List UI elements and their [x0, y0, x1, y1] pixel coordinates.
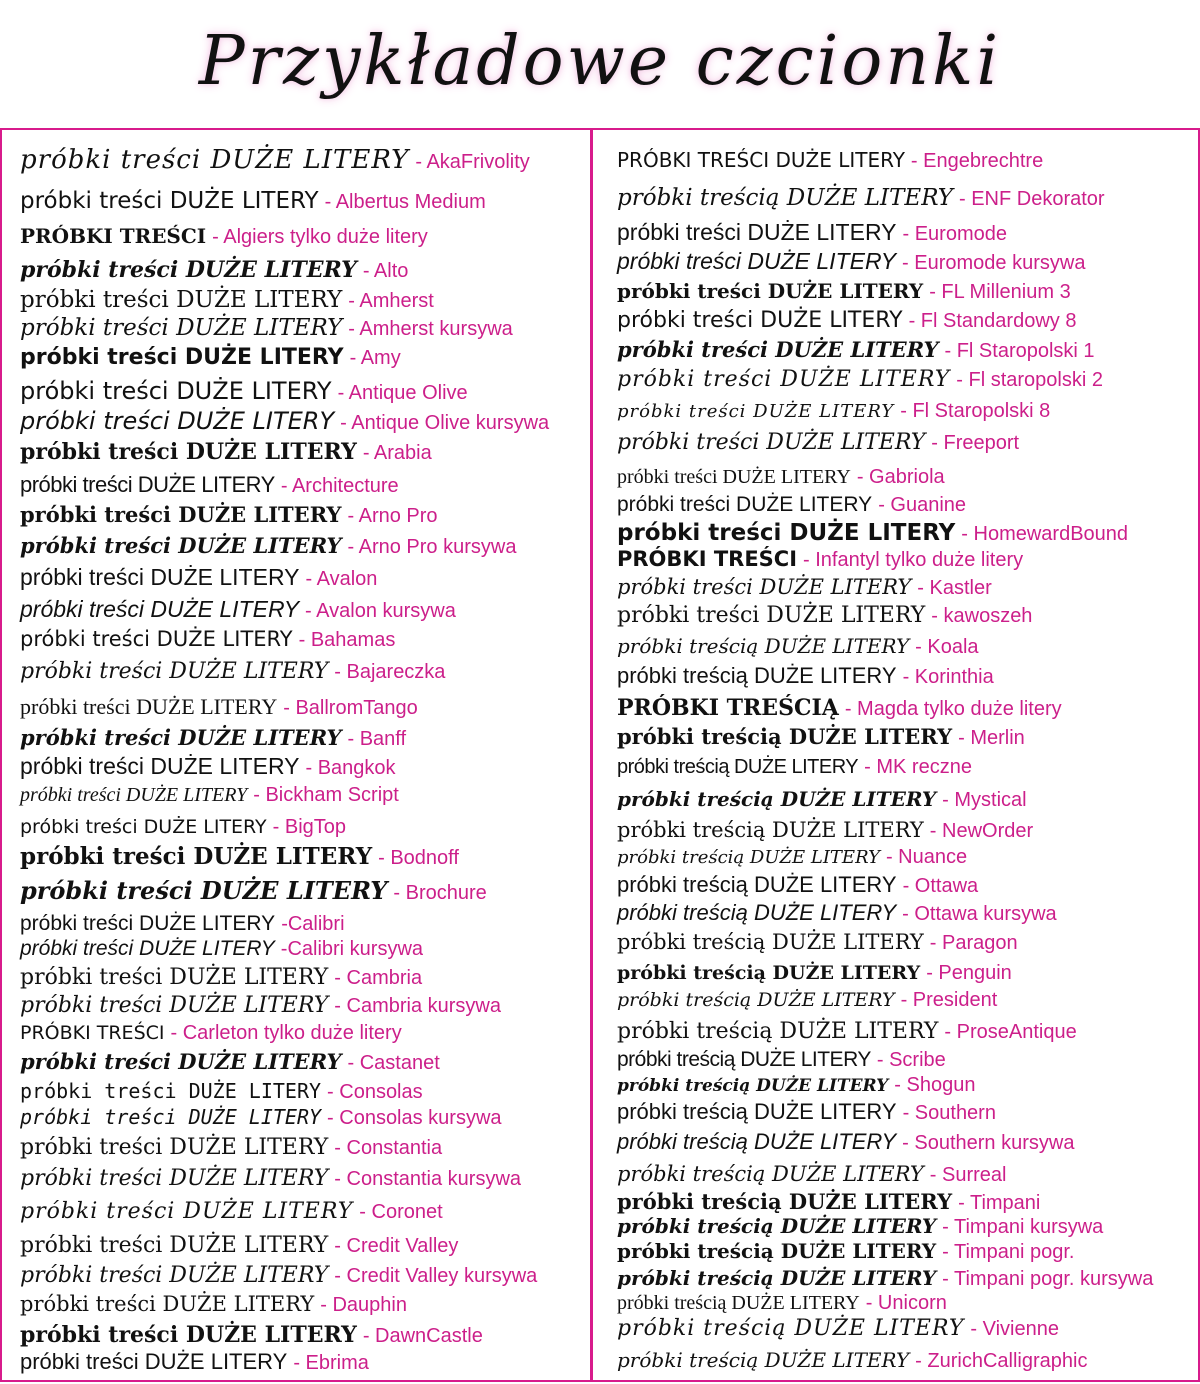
font-sample-row [20, 1235, 458, 1257]
font-sample-row [20, 1294, 407, 1315]
font-sample-row [617, 250, 1085, 273]
font-sample-row [20, 190, 486, 213]
font-name-label: - Koala [915, 636, 979, 658]
font-sample-text: próbki treścią DUŻE LITERY [617, 1099, 897, 1124]
font-sample-row [20, 845, 459, 868]
font-sample-text: próbki treści DUŻE LITERY [20, 1292, 315, 1316]
font-sample-text: próbki treścią DUŻE LITERY [617, 1292, 860, 1314]
font-sample-row [20, 317, 513, 340]
font-name-label: - Timpani [958, 1192, 1041, 1214]
font-sample-text: próbki treścią DUŻE LITERY [617, 1129, 897, 1154]
font-name-label: - Southern [902, 1102, 996, 1124]
font-name-label: - NewOrder [929, 820, 1034, 842]
font-sample-text: próbki treści DUŻE LITERY [20, 1049, 342, 1074]
font-sample-row [20, 727, 406, 749]
font-sample-text: próbki treścią DUŻE LITERY [617, 872, 897, 897]
font-name-label: - Bickham Script [253, 784, 399, 806]
font-sample-row [20, 1023, 402, 1043]
font-sample-row [20, 1324, 483, 1346]
font-name-label: - Freeport [931, 432, 1020, 454]
font-sample-row [617, 549, 1023, 570]
font-name-label: - Consolas kursywa [327, 1107, 502, 1129]
font-name-label: - Shogun [894, 1074, 976, 1096]
font-name-label: - Vivienne [970, 1318, 1059, 1340]
font-sample-text: próbki treści DUŻE LITERY [617, 603, 926, 628]
font-name-label: - Euromode [902, 223, 1007, 245]
font-sample-text: próbki treścią DUŻE LITERY [617, 185, 953, 211]
font-sample-row [20, 1351, 369, 1373]
font-sample-row [617, 990, 997, 1010]
font-name-label: - Brochure [393, 882, 487, 904]
font-sample-row [20, 147, 530, 173]
font-name-label: - Fl Staropolski 1 [944, 340, 1095, 362]
font-name-label: - Bajareczka [334, 661, 446, 683]
font-sample-text: próbki treścią DUŻE LITERY [617, 1076, 889, 1096]
font-sample-row [617, 789, 1027, 810]
font-name-label: - Magda tylko duże litery [844, 698, 1062, 720]
font-sample-row [20, 755, 396, 778]
font-sample-text: próbki treści DUŻE LITERY [20, 993, 329, 1018]
font-name-label: - Paragon [929, 932, 1018, 954]
font-sample-text: próbki treścią DUŻE LITERY [617, 1316, 965, 1341]
font-sample-text: próbki treści DUŻE LITERY [617, 219, 897, 245]
font-sample-text: próbki treścią DUŻE LITERY [617, 1162, 924, 1186]
font-name-label: - Unicorn [865, 1292, 947, 1314]
font-sample-row [20, 817, 346, 837]
font-sample-text: próbki treści DUŻE LITERY [20, 1135, 329, 1160]
font-sample-text: próbki treścią DUŻE LITERY [617, 1266, 937, 1290]
font-name-label: - Avalon kursywa [305, 600, 456, 622]
font-sample-row [617, 697, 1062, 719]
font-name-label: - Dauphin [320, 1294, 407, 1316]
font-sample-row [617, 339, 1095, 361]
font-name-label: - Constantia [334, 1137, 443, 1159]
font-sample-text: próbki treści DUŻE LITERY [20, 1233, 329, 1258]
font-name-label: - Alto [362, 260, 409, 282]
font-sample-row [617, 467, 945, 487]
font-sample-text: próbki treści DUŻE LITERY [20, 472, 275, 497]
font-sample-text: próbki treścią DUŻE LITERY [617, 1019, 939, 1044]
font-name-label: - MK reczne [864, 756, 972, 778]
font-name-label: - Antique Olive [337, 382, 468, 404]
font-sample-row [617, 150, 1043, 171]
font-name-label: - Architecture [280, 475, 399, 497]
font-sample-row [617, 902, 1057, 924]
font-sample-text: próbki treści DUŻE LITERY [20, 784, 248, 806]
font-sample-row [617, 187, 1105, 210]
font-name-label: -Calibri kursywa [280, 938, 424, 960]
font-name-label: - Korinthia [902, 666, 994, 688]
font-sample-text: próbki treścią DUŻE LITERY [617, 930, 924, 954]
font-sample-row [20, 347, 401, 369]
font-name-label: - Albertus Medium [324, 191, 486, 213]
font-sample-row [617, 605, 1032, 627]
font-sample-row [617, 1350, 1087, 1371]
font-sample-row [20, 289, 434, 312]
font-sample-text: próbki treści DUŻE LITERY [20, 188, 319, 214]
font-sample-row [617, 494, 966, 515]
font-name-label: -Calibri [281, 913, 345, 935]
font-sample-row [617, 577, 992, 598]
font-sample-text: próbki treści DUŻE LITERY [20, 1199, 354, 1224]
font-sample-text: PRÓBKI TREŚCI DUŻE LITERY [617, 148, 905, 172]
font-sample-row [617, 401, 1050, 421]
font-sample-row [617, 874, 978, 896]
font-name-label: - Mystical [942, 789, 1027, 811]
font-sample-row [617, 281, 1071, 302]
font-name-label: - Arno Pro [347, 505, 438, 527]
font-sample-row [617, 847, 967, 867]
font-sample-text: próbki treści DUŻE LITERY [617, 493, 873, 516]
font-name-label: - Ottawa [902, 875, 979, 897]
font-sample-text: próbki treści DUŻE LITERY [617, 308, 903, 333]
font-sample-row [20, 379, 468, 403]
font-name-label: - Ebrima [293, 1352, 369, 1374]
font-sample-text: próbki treści DUŻE LITERY [617, 367, 951, 392]
font-sample-row [20, 1051, 440, 1073]
font-sample-text: próbki treści DUŻE LITERY [20, 564, 300, 590]
font-name-label: - Bahamas [298, 629, 396, 651]
font-sample-row [617, 1101, 996, 1123]
font-name-label: - Merlin [958, 727, 1025, 749]
column-divider [590, 128, 593, 1382]
font-sample-text: próbki treści DUŻE LITERY [20, 439, 357, 465]
font-sample-text: próbki treści DUŻE LITERY [20, 287, 343, 313]
font-sample-row [617, 1191, 1040, 1213]
font-name-label: - Amherst kursywa [348, 318, 513, 340]
font-sample-row [20, 876, 487, 905]
font-sample-row [20, 566, 377, 589]
font-sample-row [617, 1021, 1077, 1043]
font-name-label: - FL Millenium 3 [929, 281, 1071, 303]
font-name-label: - Bodnoff [378, 847, 459, 869]
font-sample-row [617, 221, 1007, 244]
font-name-label: - Amy [349, 347, 401, 369]
font-sample-row [617, 1241, 1074, 1262]
font-sample-row [20, 409, 549, 433]
font-sample-text: próbki treścią DUŻE LITERY [617, 756, 859, 778]
font-sample-text: próbki treścią DUŻE LITERY [617, 962, 921, 984]
font-sample-row [617, 726, 1025, 748]
font-name-label: - Timpani pogr. kursywa [942, 1268, 1154, 1290]
font-sample-row [617, 1075, 975, 1095]
font-sample-row [617, 1293, 947, 1313]
font-sample-text: próbki treści DUŻE LITERY [617, 575, 912, 599]
font-sample-text: próbki treści DUŻE LITERY [617, 430, 926, 455]
font-name-label: - HomewardBound [961, 523, 1129, 545]
font-sample-text: próbki treści DUŻE LITERY [20, 533, 342, 558]
font-sample-text: próbki treści DUŻE LITERY [20, 1079, 322, 1103]
font-sample-row [617, 636, 979, 657]
font-sample-text: próbki treści DUŻE LITERY [20, 257, 357, 283]
font-sample-row [20, 629, 395, 650]
font-sample-text: próbki treści DUŻE LITERY [20, 753, 300, 779]
font-sample-row [20, 1107, 502, 1128]
font-sample-text: próbki treści DUŻE LITERY [20, 876, 388, 905]
font-sample-row [617, 310, 1076, 332]
font-sample-text: próbki treści DUŻE LITERY [617, 279, 924, 303]
font-sample-text: próbki treści DUŻE LITERY [20, 377, 332, 405]
font-sample-row [20, 504, 438, 526]
font-name-label: - Guanine [878, 494, 967, 516]
font-name-label: - BigTop [272, 816, 347, 838]
font-sample-text: próbki treści DUŻE LITERY [20, 145, 410, 175]
font-name-label: - ENF Dekorator [959, 188, 1105, 210]
font-name-label: - Euromode kursywa [902, 252, 1086, 274]
font-sample-text: próbki treści DUŻE LITERY [617, 466, 851, 488]
font-sample-text: próbki treścią DUŻE LITERY [617, 1348, 910, 1372]
font-sample-row [617, 1131, 1074, 1153]
font-sample-text: próbki treści DUŻE LITERY [20, 659, 329, 684]
font-name-label: - Timpani kursywa [942, 1216, 1104, 1238]
font-name-label: - President [900, 989, 998, 1011]
font-name-label: - Ottawa kursywa [902, 903, 1057, 925]
font-sample-text: próbki treści DUŻE LITERY [20, 912, 276, 935]
font-sample-text: PRÓBKI TREŚCI [617, 547, 798, 571]
font-sample-row [617, 1164, 1006, 1185]
font-name-label: - Cambria kursywa [334, 995, 501, 1017]
font-sample-text: próbki treścią DUŻE LITERY [617, 1214, 937, 1238]
font-name-label: - Fl staropolski 2 [956, 369, 1103, 391]
font-sample-row [20, 995, 501, 1017]
font-sample-row [617, 820, 1033, 841]
font-sample-row [20, 967, 422, 989]
font-sample-text: próbki treści DUŻE LITERY [20, 1322, 357, 1348]
font-sample-text: próbki treści DUŻE LITERY [617, 401, 895, 422]
font-sample-text: próbki treści DUŻE LITERY [20, 694, 278, 719]
font-sample-text: próbki treści DUŻE LITERY [20, 1349, 288, 1374]
font-sample-row [617, 665, 994, 687]
font-name-label: - Surreal [929, 1164, 1007, 1186]
font-sample-text: próbki treści DUŻE LITERY [20, 315, 343, 341]
font-sample-text: próbki treści DUŻE LITERY [20, 502, 342, 527]
font-sample-row [20, 598, 456, 621]
font-sample-text: próbki treścią DUŻE LITERY [617, 663, 897, 688]
font-sample-text: próbki treścią DUŻE LITERY [617, 1048, 871, 1071]
font-name-label: - Arno Pro kursywa [347, 536, 517, 558]
font-name-label: - ProseAntique [944, 1021, 1077, 1043]
font-name-label: - Constantia kursywa [334, 1168, 522, 1190]
font-sample-row [20, 938, 423, 959]
font-sample-text: próbki treścią DUŻE LITERY [617, 1189, 953, 1214]
font-sample-text: PRÓBKI TREŚCI [20, 224, 207, 248]
font-name-label: - Gabriola [856, 466, 945, 488]
font-sample-text: próbki treści DUŻE LITERY [20, 1263, 329, 1288]
font-name-label: - ZurichCalligraphic [915, 1350, 1088, 1372]
font-sample-text: próbki treści DUŻE LITERY [20, 843, 373, 870]
font-sample-text: próbki treści DUŻE LITERY [20, 937, 275, 960]
font-sample-text: próbki treścią DUŻE LITERY [617, 1239, 937, 1263]
font-sample-text: próbki treści DUŻE LITERY [20, 965, 329, 990]
font-sample-row [617, 757, 972, 777]
font-name-label: - Credit Valley kursywa [334, 1265, 538, 1287]
font-sample-text: PRÓBKI TREŚCIĄ [617, 695, 839, 721]
font-name-label: - Castanet [347, 1052, 440, 1074]
font-name-label: - Antique Olive kursywa [340, 412, 550, 434]
font-name-label: - Arabia [362, 442, 432, 464]
font-sample-row [20, 1137, 442, 1159]
font-sample-text: PRÓBKI TREŚCI [20, 1022, 165, 1044]
font-sample-row [617, 932, 1018, 953]
font-sample-text: próbki treści DUŻE LITERY [20, 627, 293, 651]
font-sample-text: próbki treścią DUŻE LITERY [617, 724, 953, 749]
font-name-label: - Cambria [334, 967, 423, 989]
font-name-label: - Fl Staropolski 8 [900, 400, 1051, 422]
font-sample-text: próbki treści DUŻE LITERY [617, 520, 956, 546]
font-sample-row [617, 522, 1128, 545]
font-sample-row [20, 1081, 423, 1102]
font-name-label: - Timpani pogr. [942, 1241, 1075, 1263]
font-name-label: - Avalon [305, 568, 378, 590]
font-sample-row [617, 1268, 1153, 1289]
font-sample-text: próbki treścią DUŻE LITERY [617, 818, 924, 842]
font-name-label: - Nuance [885, 846, 968, 868]
font-sample-row [617, 369, 1103, 391]
font-name-label: - DawnCastle [362, 1325, 483, 1347]
font-sample-row [617, 1318, 1059, 1340]
font-name-label: - Amherst [348, 290, 434, 312]
font-sample-text: próbki treścią DUŻE LITERY [617, 900, 897, 925]
font-name-label: - Penguin [926, 962, 1012, 984]
font-name-label: - Bangkok [305, 757, 396, 779]
font-sample-row [20, 1265, 537, 1287]
font-sample-text: próbki treści DUŻE LITERY [20, 816, 267, 838]
font-name-label: - Credit Valley [334, 1235, 459, 1257]
font-sample-row [617, 1049, 946, 1070]
font-sample-row [20, 1201, 443, 1223]
font-sample-text: próbki treścią DUŻE LITERY [617, 847, 880, 868]
font-name-label: - BallromTango [283, 697, 418, 719]
font-sample-row [20, 1168, 521, 1190]
font-name-label: - Coronet [359, 1201, 443, 1223]
font-name-label: - AkaFrivolity [415, 151, 530, 173]
font-name-label: - Consolas [327, 1081, 423, 1103]
font-sample-text: próbki treści DUŻE LITERY [20, 725, 342, 750]
font-name-label: - Fl Standardowy 8 [908, 310, 1077, 332]
font-name-label: - Engebrechtre [910, 150, 1044, 172]
font-sample-row [20, 535, 516, 557]
font-name-label: - kawoszeh [931, 605, 1033, 627]
page-title: Przykładowe czcionki [198, 22, 1002, 101]
font-sample-text: próbki treści DUŻE LITERY [617, 248, 897, 274]
font-sample-row [20, 474, 399, 496]
font-sample-text: próbki treści DUŻE LITERY [20, 596, 300, 622]
font-sample-row [20, 441, 432, 463]
font-name-label: - Banff [347, 728, 407, 750]
font-name-label: - Southern kursywa [902, 1132, 1075, 1154]
font-sample-text: próbki treścią DUŻE LITERY [617, 989, 895, 1011]
font-sample-row [617, 1216, 1103, 1237]
font-sample-row [20, 259, 408, 281]
font-sample-row [20, 696, 418, 718]
font-name-label: - Kastler [917, 577, 992, 599]
font-sample-text: próbki treści DUŻE LITERY [20, 345, 344, 370]
font-sample-row [20, 785, 399, 805]
font-sample-text: próbki treści DUŻE LITERY [20, 1105, 322, 1129]
font-name-label: - Scribe [876, 1049, 946, 1071]
font-sample-text: próbki treścią DUŻE LITERY [617, 634, 910, 658]
font-name-label: - Algiers tylko duże litery [212, 226, 428, 248]
font-name-label: - Infantyl tylko duże litery [803, 549, 1024, 571]
font-sample-text: próbki treści DUŻE LITERY [20, 1166, 329, 1191]
font-sample-text: próbki treści DUŻE LITERY [617, 337, 939, 362]
font-name-label: - Carleton tylko duże litery [170, 1022, 402, 1044]
font-sample-text: próbki treści DUŻE LITERY [20, 407, 335, 435]
font-sample-row [617, 963, 1012, 983]
font-sample-row [20, 913, 345, 934]
font-sample-row [617, 432, 1019, 454]
font-sample-text: próbki treścią DUŻE LITERY [617, 787, 937, 811]
font-sample-row [20, 661, 445, 683]
font-sample-row [20, 226, 428, 247]
